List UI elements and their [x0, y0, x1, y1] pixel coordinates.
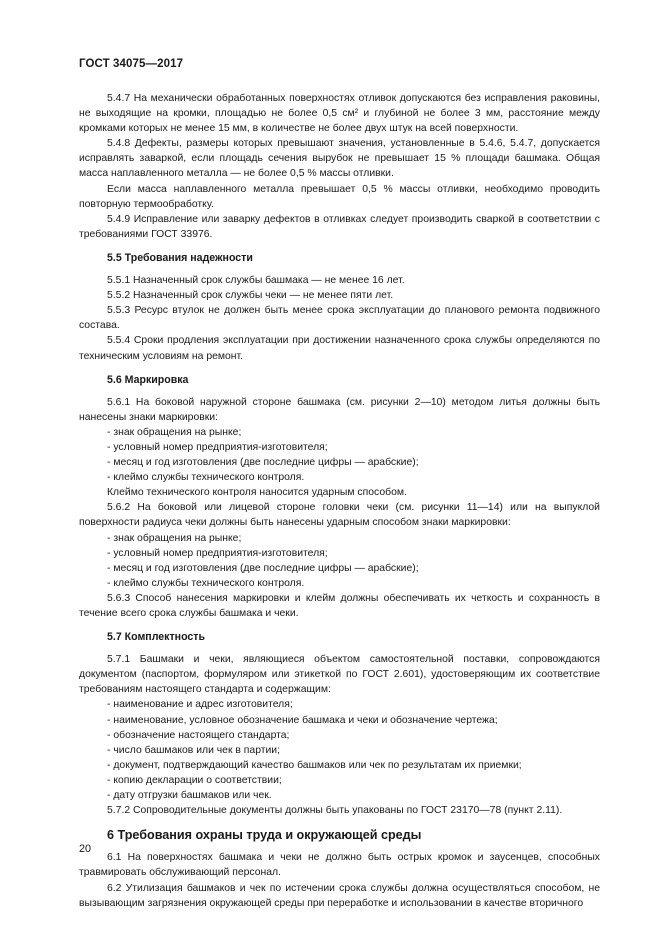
- paragraph: 5.4.7 На механически обработанных поверхностях отливок допускаются без исправления раковины, не выходящие на кромки, площадью не более 0,5 см² и глубиной не более 3 мм, расстояние между кромками которых не менее 15 мм, в количестве не более двух штук на всей поверхности.: [79, 93, 600, 135]
- list-item: - условный номер предприятия-изготовителя;: [107, 547, 328, 559]
- section-heading: 5.5 Требования надежности: [107, 251, 253, 264]
- list-item: - клеймо службы технического контроля.: [107, 577, 305, 589]
- paragraph: 5.6.1 На боковой наружной стороне башмака (см. рисунки 2—10) методом литья должны быть нанесены знаки маркировки:: [79, 396, 600, 423]
- list-item: - месяц и год изготовления (две последние цифры — арабские);: [107, 562, 419, 574]
- list-item: - число башмаков или чек в партии;: [107, 744, 281, 756]
- paragraph: 6.2 Утилизация башмаков и чек по истечении срока службы должна осуществляться способом, не вызывающим загрязнения окружающей среды при переработке и использовании в качестве вторичного: [79, 882, 600, 909]
- paragraph: 5.5.3 Ресурс втулок не должен быть менее срока эксплуатации до планового ремонта подвижного состава.: [79, 305, 600, 332]
- list-item: - копию декларации о соответствии;: [107, 774, 282, 786]
- section-heading: 5.7 Комплектность: [107, 631, 205, 644]
- list-item: - дату отгрузки башмаков или чек.: [107, 790, 272, 802]
- document-code-header: ГОСТ 34075—2017: [79, 58, 184, 70]
- paragraph: 5.4.9 Исправление или заварку дефектов в отливках следует производить сваркой в соответствии с требованиями ГОСТ 33976.: [79, 213, 600, 240]
- list-item: - месяц и год изготовления (две последние цифры — арабские);: [107, 457, 419, 469]
- paragraph: 5.5.2 Назначенный срок службы чеки — не менее пяти лет.: [107, 290, 394, 302]
- list-item: - документ, подтверждающий качество башмаков или чек по результатам их приемки;: [107, 759, 522, 771]
- section-heading: 5.6 Маркировка: [107, 373, 189, 386]
- paragraph: 5.6.3 Способ нанесения маркировки и клейм должны обеспечивать их четкость и сохранность в течение всего срока службы башмака и чеки.: [79, 592, 600, 619]
- list-item: - знак обращения на рынке;: [107, 532, 242, 544]
- chapter-heading: 6 Требования охраны труда и окружающей среды: [107, 828, 422, 843]
- paragraph: 5.7.2 Сопроводительные документы должны быть упакованы по ГОСТ 23170—78 (пункт 2.11).: [107, 805, 563, 817]
- paragraph: 5.6.2 На боковой или лицевой стороне головки чеки (см. рисунки 11—14) или на выпуклой поверхности радиуса чеки должны быть нанесены ударным способом знаки маркировки:: [79, 502, 600, 529]
- list-item: - знак обращения на рынке;: [107, 426, 242, 438]
- paragraph: Клеймо технического контроля наносится ударным способом.: [107, 487, 407, 499]
- list-item: - наименование, условное обозначение башмака и чеки и обозначение чертежа;: [107, 714, 498, 726]
- paragraph: 5.5.4 Сроки продления эксплуатации при достижении назначенного срока службы определяются по техническим условиям на ремонт.: [79, 335, 600, 362]
- list-item: - обозначение настоящего стандарта;: [107, 729, 290, 741]
- paragraph: 5.5.1 Назначенный срок службы башмака — не менее 16 лет.: [107, 275, 405, 287]
- paragraph: 6.1 На поверхностях башмака и чеки не должно быть острых кромок и заусенцев, способных травмировать обслуживающий персонал.: [79, 852, 600, 879]
- list-item: - наименование и адрес изготовителя;: [107, 699, 293, 711]
- list-item: - клеймо службы технического контроля.: [107, 472, 305, 484]
- paragraph: 5.4.8 Дефекты, размеры которых превышают значения, установленные в 5.4.6, 5.4.7, допускается исправлять заваркой, если площадь сечения вырубок не превышает 15 % площади башмака. Общая масса наплавленного металла — не более 0,5 % массы отливки.: [79, 138, 600, 180]
- page-number: 20: [79, 843, 92, 855]
- list-item: - условный номер предприятия-изготовителя;: [107, 441, 328, 453]
- paragraph: Если масса наплавленного металла превышает 0,5 % массы отливки, необходимо проводить повторную термообработку.: [79, 183, 600, 210]
- paragraph: 5.7.1 Башмаки и чеки, являющиеся объектом самостоятельной поставки, сопровождаются документом (паспортом, формуляром или этикеткой по ГОСТ 2.601), удостоверяющим их соответствие требованиям настоящего стандарта и содержащим:: [79, 654, 600, 696]
- document-body: [79, 91, 600, 911]
